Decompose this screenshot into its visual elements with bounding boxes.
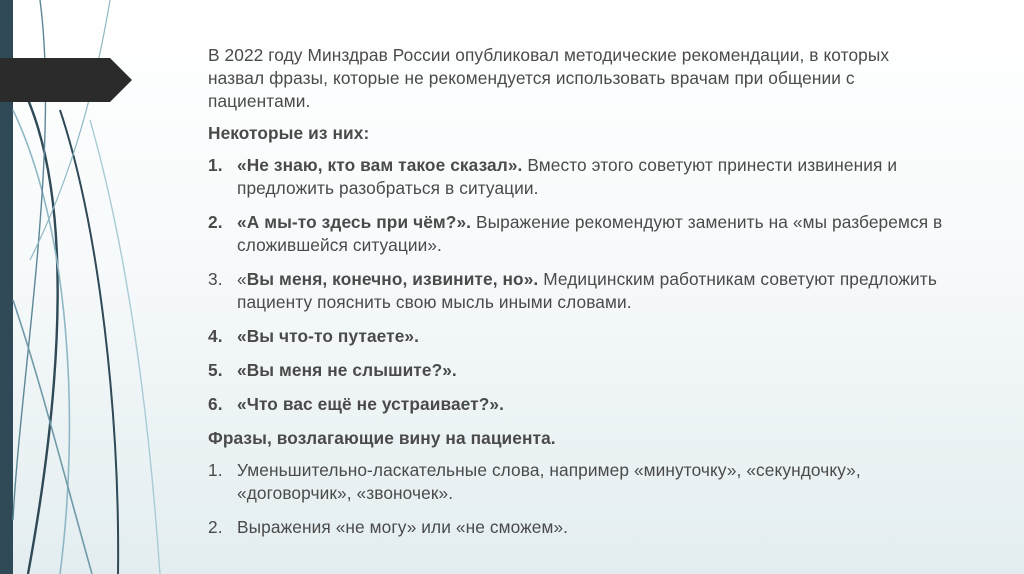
item-number: 4. (208, 326, 223, 346)
list-item (208, 268, 948, 314)
list-item (208, 325, 948, 348)
item-text: Уменьшительно-ласкательные слова, например «минуточку», «секундочку», «договорчик», «звоночек». (237, 460, 861, 503)
slide-content (208, 44, 948, 550)
item-number: 3. (208, 269, 223, 289)
item-phrase: Вы меня, конечно, извините, но». (246, 269, 539, 289)
list-item (208, 359, 948, 382)
curve-2 (13, 110, 69, 574)
item-number: 5. (208, 360, 223, 380)
item-number: 6. (208, 394, 223, 414)
item-phrase: «Вы что-то путаете». (237, 326, 420, 346)
item-phrase: «Не знаю, кто вам такое сказал». (237, 155, 523, 175)
blame-phrases-list (208, 459, 948, 539)
item-number: 1. (208, 460, 223, 480)
list-item (208, 459, 948, 505)
arrow-banner (0, 58, 132, 102)
item-text: Выражения «не могу» или «не сможем». (237, 517, 569, 537)
curve-7 (13, 300, 92, 574)
item-explanation: Вместо этого советуют принести извинения и предложить разобраться в ситуации. (237, 155, 898, 198)
item-number: 1. (208, 155, 223, 175)
intro-paragraph: В 2022 году Минздрав России опубликовал методические рекомендации, в которых назвал фразы, которые не рекомендуется использовать врачам при общении с пациентами. (208, 45, 890, 111)
item-number: 2. (208, 212, 223, 232)
list-item (208, 154, 948, 200)
curve-4 (60, 110, 118, 574)
item-explanation: Медицинским работникам советуют предложить пациенту пояснить свою мысль иными словами. (237, 269, 937, 312)
item-open-quote: « (237, 269, 247, 289)
item-number: 2. (208, 517, 223, 537)
item-phrase: «Что вас ещё не устраивает?». (237, 394, 504, 414)
section-title-blame: Фразы, возлагающие вину на пациента. (208, 428, 556, 448)
list-item (208, 516, 948, 539)
curve-6 (30, 0, 110, 260)
item-phrase: «Вы меня не слышите?». (237, 360, 457, 380)
section-title-some: Некоторые из них: (208, 123, 370, 143)
list-item (208, 211, 948, 257)
curve-5 (90, 120, 160, 574)
item-explanation: Выражение рекомендуют заменить на «мы разберемся в сложившейся ситуации». (237, 212, 943, 255)
list-item (208, 393, 948, 416)
item-phrase: «А мы-то здесь при чём?». (237, 212, 472, 232)
forbidden-phrases-list (208, 154, 948, 416)
